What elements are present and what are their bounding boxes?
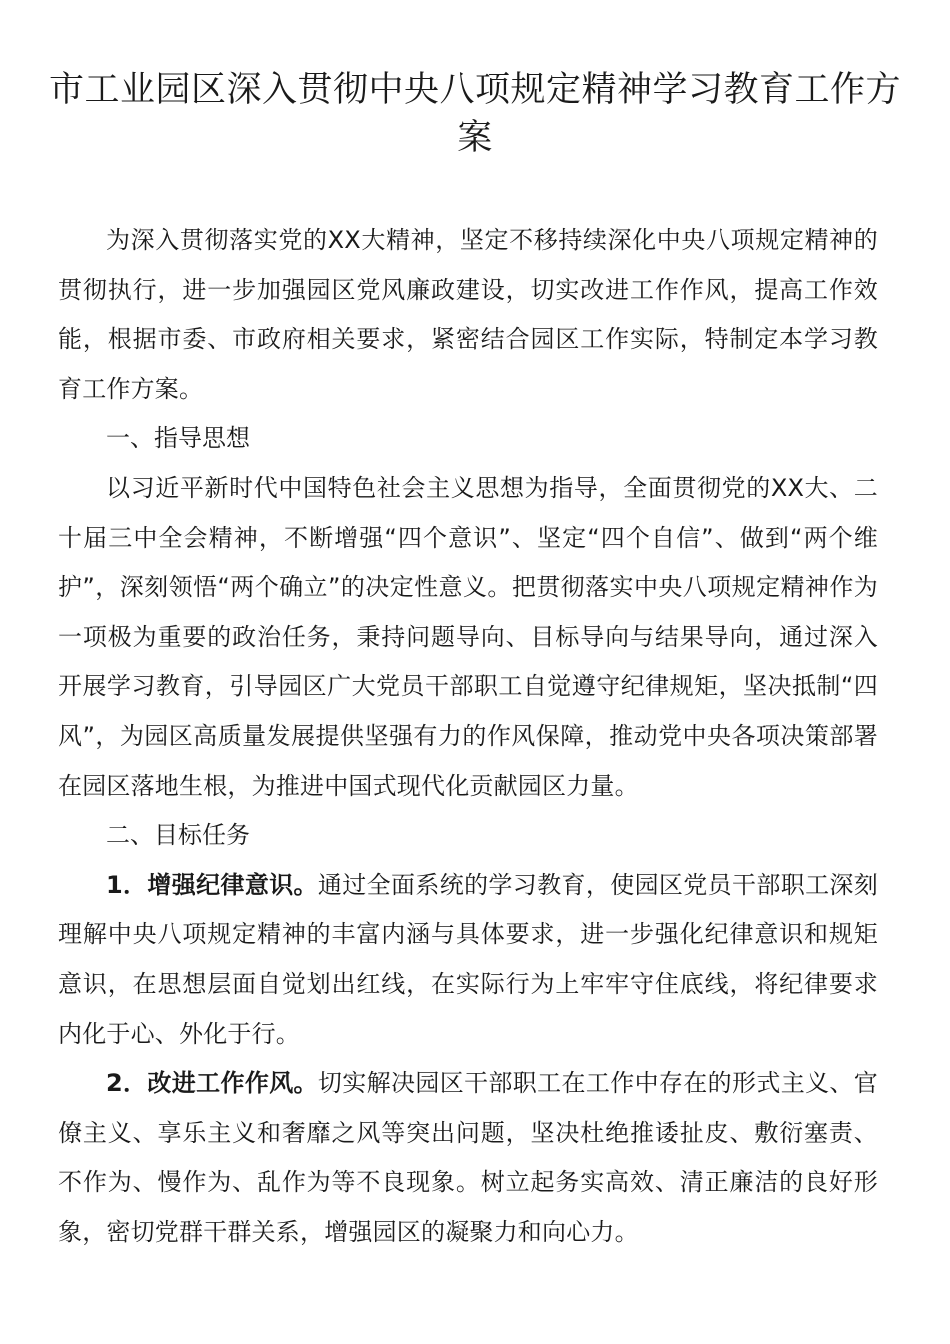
goal-item-lead: 2．改进工作作风。 (106, 1069, 318, 1098)
goal-item-discipline (58, 861, 878, 1059)
intro-paragraph: 为深入贯彻落实党的XX大精神，坚定不移持续深化中央八项规定精神的贯彻执行，进一步加强园区党风廉政建设，切实改进工作作风，提高工作效能，根据市委、市政府相关要求，紧密结合园区工作实际，特制定本学习教育工作方案。 (58, 226, 878, 403)
goal-item-text: 通过全面系统的学习教育，使园区党员干部职工深刻理解中央八项规定精神的丰富内涵与具体要求，进一步强化纪律意识和规矩意识，在思想层面自觉划出红线，在实际行为上牢牢守住底线，将纪律要求内化于心、外化于行。 (58, 870, 878, 1048)
document-title: 市工业园区深入贯彻中央八项规定精神学习教育工作方案 (48, 70, 901, 158)
section-heading-guiding-ideology: 一、指导思想 (106, 424, 250, 453)
guiding-ideology-paragraph: 以习近平新时代中国特色社会主义思想为指导，全面贯彻党的XX大、二十届三中全会精神，不断增强“四个意识”、坚定“四个自信”、做到“两个维护”，深刻领悟“两个确立”的决定性意义。把贯彻落实中央八项规定精神作为一项极为重要的政治任务，秉持问题导向、目标导向与结果导向，通过深入开展学习教育，引导园区广大党员干部职工自觉遵守纪律规矩，坚决抵制“四风”，为园区高质量发展提供坚强有力的作风保障，推动党中央各项决策部署在园区落地生根，为推进中国式现代化贡献园区力量。 (58, 473, 878, 800)
goal-item-text: 切实解决园区干部职工在工作中存在的形式主义、官僚主义、享乐主义和奢靡之风等突出问题，坚决杜绝推诿扯皮、敷衍塞责、不作为、慢作为、乱作为等不良现象。树立起务实高效、清正廉洁的良好形象，密切党群干群关系，增强园区的凝聚力和向心力。 (58, 1069, 878, 1246)
goal-item-work-style (58, 1059, 878, 1257)
section-heading-goals-tasks: 二、目标任务 (106, 821, 250, 850)
goal-item-lead: 1．增强纪律意识。 (106, 870, 318, 899)
document-body (58, 216, 878, 1257)
